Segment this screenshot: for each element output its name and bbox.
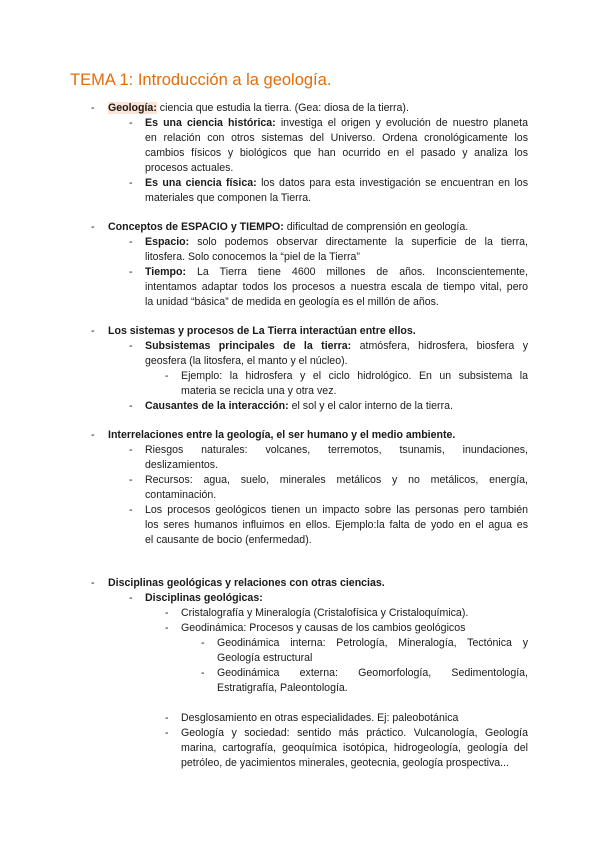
- bullet-dash: -: [91, 221, 95, 233]
- geologia-label: Geología:: [108, 102, 157, 114]
- riesgos-line-1: Riesgos naturales: volcanes, terremotos, tsunamis, inundaciones,: [145, 444, 528, 456]
- sociedad-line-2: marina, cartografía, geoquímica isotópica, hidrogeología, geología del: [181, 742, 528, 754]
- tiempo-line-3: la unidad “básica” de medida en geología es el millón de años.: [145, 296, 439, 308]
- geodinamica-externa-line-1: Geodinámica externa: Geomorfología, Sedimentología,: [217, 667, 528, 679]
- espacio-line-1: [145, 235, 528, 250]
- cristalografia-line: Cristalografía y Mineralogía (Cristalofísica y Cristaloquímica).: [181, 607, 469, 619]
- sociedad-line-3: petróleo, de yacimientos minerales, geotecnia, geología prospectiva...: [181, 757, 510, 769]
- bullet-dash: -: [91, 102, 95, 114]
- espacio-tiempo-text: dificultad de comprensión en geología.: [283, 221, 469, 233]
- bullet-dash: -: [91, 577, 95, 589]
- disciplinas-heading: [108, 576, 385, 591]
- recursos-line-1: Recursos: agua, suelo, minerales metálicos y no metálicos, energía,: [145, 474, 528, 486]
- procesos-line-2: los seres humanos influimos en ellos. Ejemplo:la falta de yodo en el agua es: [145, 519, 528, 531]
- bullet-dash: -: [165, 727, 169, 739]
- subsistemas-line-1: [145, 339, 528, 354]
- riesgos-line-2: deslizamientos.: [145, 459, 219, 471]
- geodinamica-interna-line-2: Geología estructural: [217, 652, 313, 664]
- geodinamica-interna-line-1: Geodinámica interna: Petrología, Mineralogía, Tectónica y: [217, 637, 528, 649]
- bullet-dash: -: [129, 400, 133, 412]
- subsistemas-line-2: geosfera (la litosfera, el manto y el núcleo).: [145, 355, 348, 367]
- bullet-dash: -: [129, 592, 133, 604]
- tiempo-label: Tiempo:: [145, 266, 187, 278]
- tiempo-text-1: La Tierra tiene 4600 millones de años. Inconscientemente,: [186, 266, 528, 278]
- bullet-dash: -: [91, 429, 95, 441]
- bullet-dash: -: [129, 474, 133, 486]
- causantes-line: [145, 399, 453, 414]
- fisica-label: Es una ciencia física:: [145, 177, 257, 189]
- tiempo-line-2: intentamos adaptar todos los procesos a nuestra escala de tiempo vital, pero: [145, 281, 528, 293]
- bullet-dash: -: [129, 177, 133, 189]
- fisica-text-1: los datos para esta investigación se encuentran en los: [256, 177, 528, 189]
- geologia-definition: [108, 101, 409, 116]
- subsistemas-label: Subsistemas principales de la tierra:: [145, 340, 352, 352]
- sistemas-heading: [108, 324, 416, 339]
- historica-line-2: en relación con otros sistemas del Universo. Ordena cronológicamente los: [145, 132, 528, 144]
- bullet-dash: -: [129, 117, 133, 129]
- bullet-dash: -: [165, 607, 169, 619]
- procesos-line-3: el causante de bocio (enfermedad).: [145, 534, 312, 546]
- historica-line-3: cambios físicos y biológicos que han ocurrido en el pasado y analiza los: [145, 147, 528, 159]
- espacio-text-1: solo podemos observar directamente la superficie de la tierra,: [189, 236, 528, 248]
- bullet-dash: -: [129, 236, 133, 248]
- bullet-dash: -: [129, 444, 133, 456]
- interrelaciones-heading: [108, 428, 455, 443]
- bullet-dash: -: [91, 325, 95, 337]
- page-title: TEMA 1: Introducción a la geología.: [70, 71, 332, 89]
- espacio-tiempo-heading: [108, 220, 468, 235]
- geologia-text: ciencia que estudia la tierra. (Gea: diosa de la tierra).: [156, 102, 409, 114]
- disciplinas-sub-label: Disciplinas geológicas:: [145, 592, 263, 604]
- historica-text-1: investiga el origen y evolución de nuestro planeta: [275, 117, 528, 129]
- historica-line-1: [145, 116, 528, 131]
- bullet-dash: -: [129, 504, 133, 516]
- historica-label: Es una ciencia histórica:: [145, 117, 276, 129]
- espacio-label: Espacio:: [145, 236, 190, 248]
- causantes-label: Causantes de la interacción:: [145, 400, 289, 412]
- sociedad-line-1: Geología y sociedad: sentido más práctico. Vulcanología, Geología: [181, 727, 528, 739]
- ejemplo-line-2: materia se recicla una y otra vez.: [181, 385, 337, 397]
- subsistemas-text-1: atmósfera, hidrosfera, biosfera y: [351, 340, 528, 352]
- geodinamica-externa-line-2: Estratigrafía, Paleontología.: [217, 682, 348, 694]
- bullet-dash: -: [201, 667, 205, 679]
- bullet-dash: -: [129, 266, 133, 278]
- procesos-line-1: Los procesos geológicos tienen un impacto sobre las personas pero también: [145, 504, 528, 516]
- historica-line-4: procesos actuales.: [145, 162, 234, 174]
- interrelaciones-label: Interrelaciones entre la geología, el ser humano y el medio ambiente.: [108, 429, 456, 441]
- bullet-dash: -: [165, 370, 169, 382]
- bullet-dash: -: [165, 712, 169, 724]
- ejemplo-line-1: Ejemplo: la hidrosfera y el ciclo hidrológico. En un subsistema la: [181, 370, 528, 382]
- disciplinas-sub-heading: [145, 591, 263, 606]
- sistemas-label: Los sistemas y procesos de La Tierra interactúan entre ellos.: [108, 325, 416, 337]
- recursos-line-2: contaminación.: [145, 489, 217, 501]
- causantes-text: el sol y el calor interno de la tierra.: [288, 400, 453, 412]
- fisica-line-2: materiales que componen la Tierra.: [145, 192, 312, 204]
- disciplinas-label: Disciplinas geológicas y relaciones con otras ciencias.: [108, 577, 385, 589]
- bullet-dash: -: [129, 340, 133, 352]
- espacio-tiempo-label: Conceptos de ESPACIO y TIEMPO:: [108, 221, 284, 233]
- geodinamica-line: Geodinámica: Procesos y causas de los cambios geológicos: [181, 622, 466, 634]
- fisica-line-1: [145, 176, 528, 191]
- tiempo-line-1: [145, 265, 528, 280]
- espacio-line-2: litosfera. Solo conocemos la “piel de la Tierra”: [145, 251, 360, 263]
- desglosamiento-line: Desglosamiento en otras especialidades. Ej: paleobotánica: [181, 712, 459, 724]
- bullet-dash: -: [201, 637, 205, 649]
- bullet-dash: -: [165, 622, 169, 634]
